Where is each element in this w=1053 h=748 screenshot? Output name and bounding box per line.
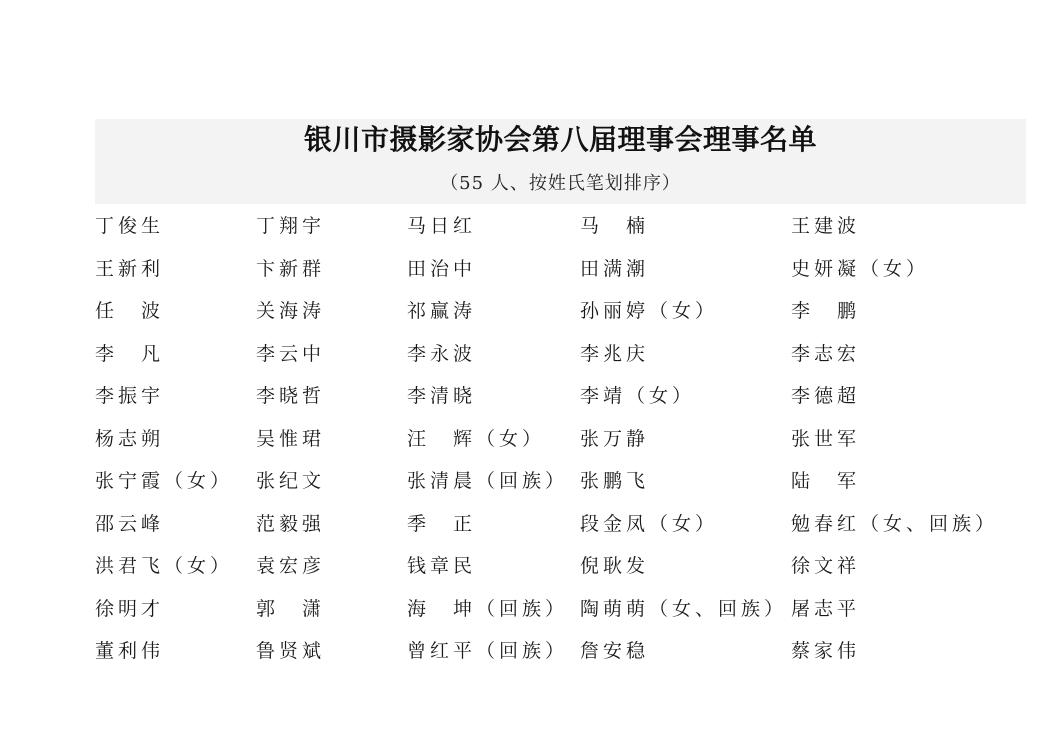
member-name: 段金凤（女） xyxy=(580,512,719,535)
member-name: 张纪文 xyxy=(256,470,326,492)
member-name: 李永波 xyxy=(407,342,477,365)
document-subtitle: （55 人、按姓氏笔划排序） xyxy=(440,173,681,194)
member-name: 丁翔宇 xyxy=(256,215,326,237)
member-name: 张万静 xyxy=(580,427,650,450)
name-row xyxy=(95,503,1026,546)
member-name: 卞新群 xyxy=(256,257,326,280)
member-name: 李兆庆 xyxy=(580,342,650,365)
member-name: 陆 军 xyxy=(791,470,861,492)
member-name: 钱章民 xyxy=(407,555,477,577)
member-name: 洪君飞（女） xyxy=(95,555,234,577)
document-title: 银川市摄影家协会第八届理事会理事名单 xyxy=(303,123,817,156)
member-name: 袁宏彦 xyxy=(256,555,326,577)
member-name: 徐文祥 xyxy=(791,555,861,577)
member-name: 李靖（女） xyxy=(580,385,696,407)
member-name: 张世军 xyxy=(791,427,861,450)
member-name: 杨志朔 xyxy=(95,427,165,450)
member-name: 李 凡 xyxy=(95,342,165,365)
name-row xyxy=(95,290,1026,333)
member-name: 史妍凝（女） xyxy=(791,257,930,280)
member-name: 董利伟 xyxy=(95,640,165,662)
name-row xyxy=(95,630,1026,673)
member-name: 李德超 xyxy=(791,385,861,407)
member-name: 倪耿发 xyxy=(580,555,650,577)
title-band xyxy=(95,119,1026,204)
name-row xyxy=(95,545,1026,588)
member-name: 郭 潇 xyxy=(256,597,326,620)
member-name: 鲁贤斌 xyxy=(256,640,326,662)
member-name: 关海涛 xyxy=(256,300,326,322)
member-name: 海 坤（回族） xyxy=(407,597,569,620)
name-row xyxy=(95,205,1026,248)
name-row xyxy=(95,460,1026,503)
member-name: 李志宏 xyxy=(791,342,861,365)
member-name: 王建波 xyxy=(791,215,861,237)
member-name: 李云中 xyxy=(256,342,326,365)
member-name: 屠志平 xyxy=(791,597,861,620)
member-name: 马 楠 xyxy=(580,215,650,237)
member-name: 汪 辉（女） xyxy=(407,427,546,450)
member-name: 丁俊生 xyxy=(95,215,165,237)
member-name: 季 正 xyxy=(407,512,477,535)
member-name: 张清晨（回族） xyxy=(407,470,569,492)
name-row xyxy=(95,248,1026,291)
member-name: 徐明才 xyxy=(95,597,165,620)
member-name: 吴惟珺 xyxy=(256,427,326,450)
member-name: 田治中 xyxy=(407,257,477,280)
member-name: 孙丽婷（女） xyxy=(580,300,719,322)
member-name: 陶萌萌（女、回族） xyxy=(580,597,788,620)
member-name: 马日红 xyxy=(407,215,477,237)
member-name: 张鹏飞 xyxy=(580,470,650,492)
member-name: 曾红平（回族） xyxy=(407,640,569,662)
member-name: 李振宇 xyxy=(95,385,165,407)
name-row xyxy=(95,588,1026,631)
member-name: 李清晓 xyxy=(407,385,477,407)
member-name: 李 鹏 xyxy=(791,300,861,322)
name-row xyxy=(95,333,1026,376)
member-name: 詹安稳 xyxy=(580,640,650,662)
member-name: 任 波 xyxy=(95,300,165,322)
member-name: 勉春红（女、回族） xyxy=(791,512,999,535)
member-name-list xyxy=(95,205,1026,673)
member-name: 蔡家伟 xyxy=(791,640,861,662)
member-name: 范毅强 xyxy=(256,512,326,535)
member-name: 王新利 xyxy=(95,257,165,280)
member-name: 田满潮 xyxy=(580,257,650,280)
member-name: 李晓哲 xyxy=(256,385,326,407)
member-name: 张宁霞（女） xyxy=(95,470,234,492)
name-row xyxy=(95,375,1026,418)
name-row xyxy=(95,418,1026,461)
member-name: 邵云峰 xyxy=(95,512,165,535)
member-name: 祁赢涛 xyxy=(407,300,477,322)
